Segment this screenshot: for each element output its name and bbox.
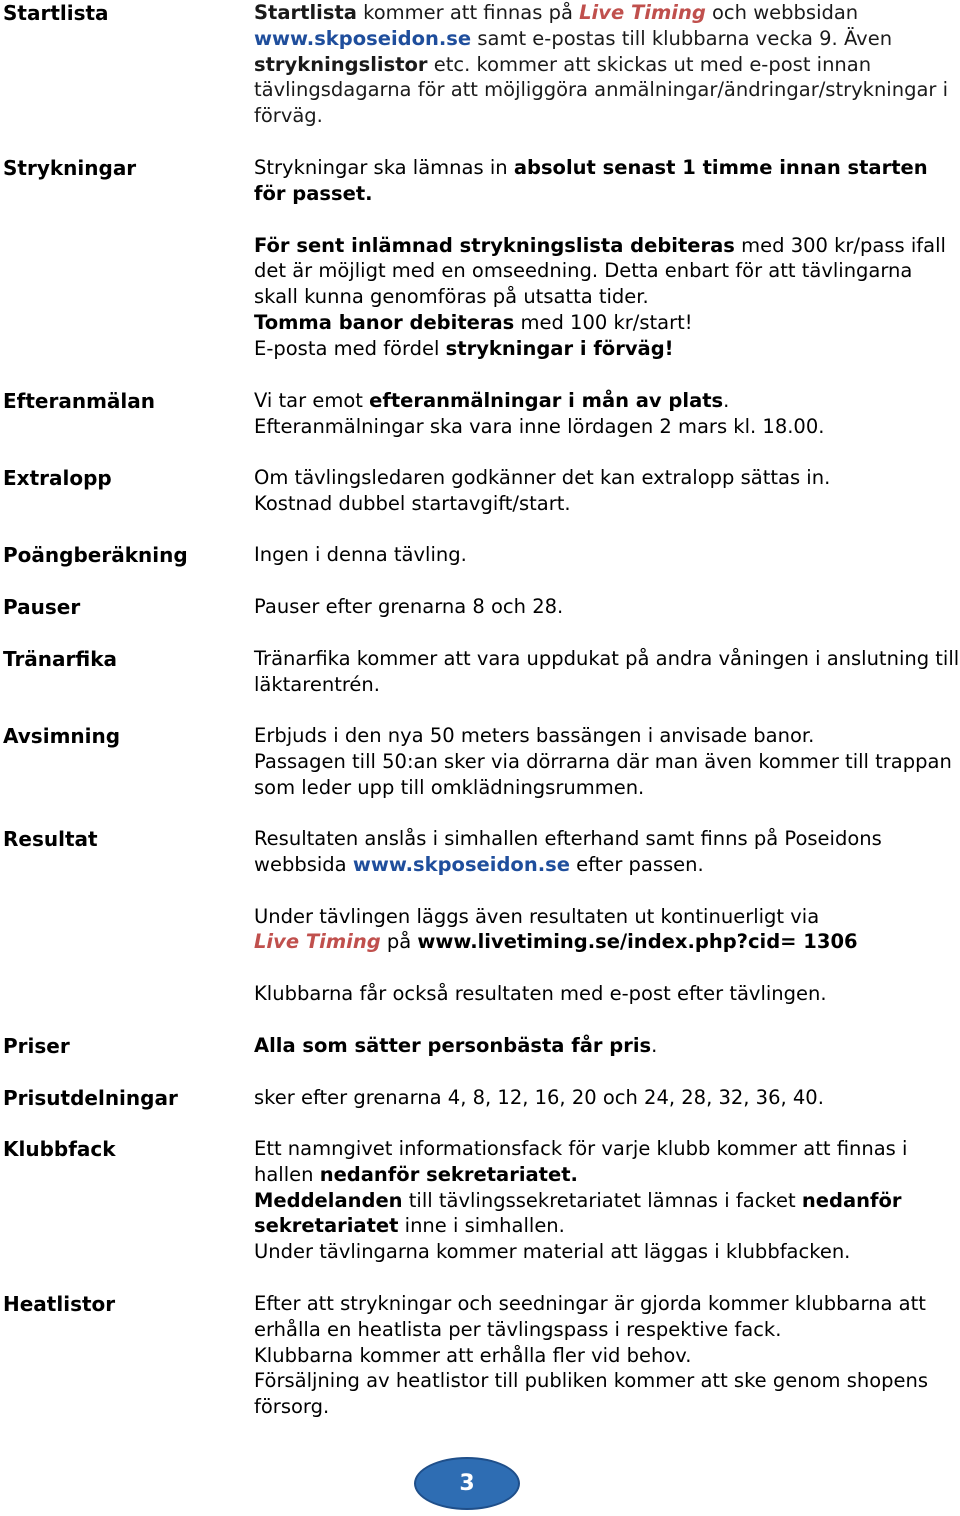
text-bold: absolut senast 1 timme innan starten för passet. (254, 156, 928, 205)
content-avsimning (254, 723, 960, 800)
content-extralopp (254, 465, 960, 517)
content-prisutdelningar (254, 1085, 960, 1111)
label-extralopp: Extralopp (3, 466, 112, 490)
text: Tränarfika kommer att vara uppdukat på andra våningen i anslutning till läktarentrén. (254, 647, 960, 696)
content-heatlistor (254, 1291, 960, 1420)
text: Resultaten anslås i simhallen efterhand samt finns på Poseidons webbsida (254, 827, 882, 876)
label-klubbfack: Klubbfack (3, 1137, 116, 1161)
text: Kostnad dubbel startavgift/start. (254, 491, 571, 515)
content-tranarfika (254, 646, 960, 698)
text: till tävlingssekretariatet lämnas i facket (402, 1188, 802, 1212)
live-timing-text: Live Timing (254, 930, 381, 954)
text: efter passen. (569, 852, 704, 876)
text-bold: Alla som sätter personbästa får pris (254, 1034, 652, 1057)
text: Ett namngivet informationsfack för varje klubb kommer att finnas i hallen (254, 1137, 908, 1186)
text: Om tävlingsledaren godkänner det kan extralopp sättas in. (254, 466, 831, 489)
text-startlista-bold: Startlista (254, 1, 357, 24)
text: Efter att strykningar och seedningar är gjorda kommer klubbarna att erhålla en heatlista per tävlingspass i respektive fack. (254, 1292, 926, 1341)
text: etc. kommer att skickas ut med e-post innan tävlingsdagarna för att möjliggöra anmälningar/ändringar/strykningar i förväg. (254, 52, 949, 128)
text: inne i simhallen. (398, 1214, 565, 1238)
text: Under tävlingarna kommer material att läggas i klubbfacken. (254, 1240, 851, 1264)
text: och webbsidan (705, 1, 859, 24)
text: Vi tar emot (254, 389, 370, 412)
text: . (723, 389, 730, 412)
text: på (380, 930, 418, 954)
text-bold: efteranmälningar i mån av plats (369, 389, 724, 412)
text: sker efter grenarna 4, 8, 12, 16, 20 och 24, 28, 32, 36, 40. (254, 1086, 824, 1109)
text: Passagen till 50:an sker via dörrarna där man även kommer till trappan som leder upp till omklädningsrummen. (254, 749, 952, 799)
label-poangberakning: Poängberäkning (3, 543, 188, 567)
label-prisutdelningar: Prisutdelningar (3, 1086, 178, 1110)
livetiming-link[interactable]: www.livetiming.se/index.php?cid= 1306 (417, 930, 858, 954)
label-pauser: Pauser (3, 595, 81, 619)
content-startlista (254, 0, 960, 129)
text: Ingen i denna tävling. (254, 543, 467, 566)
text-bold: strykningslistor (254, 52, 428, 76)
label-strykningar: Strykningar (3, 156, 137, 180)
content-poangberakning (254, 542, 960, 568)
text: Erbjuds i den nya 50 meters bassängen i anvisade banor. (254, 724, 815, 747)
page-number-badge (414, 1457, 520, 1510)
live-timing-text: Live Timing (579, 1, 706, 24)
text: med 100 kr/start! (514, 310, 693, 334)
text: Pauser efter grenarna 8 och 28. (254, 595, 564, 618)
label-priser: Priser (3, 1034, 70, 1058)
label-efteranmalan: Efteranmälan (3, 389, 156, 413)
content-strykningar (254, 155, 960, 362)
content-efteranmalan (254, 388, 960, 440)
label-heatlistor: Heatlistor (3, 1292, 116, 1316)
website-link[interactable]: www.skposeidon.se (254, 26, 472, 50)
text-bold: För sent inlämnad strykningslista debiteras (254, 233, 735, 257)
label-tranarfika: Tränarfika (3, 647, 118, 671)
content-klubbfack (254, 1136, 960, 1265)
content-priser (254, 1033, 960, 1059)
text: samt e-postas till klubbarna vecka 9. Även (471, 26, 893, 50)
text: Strykningar ska lämnas in (254, 156, 514, 179)
text: Klubbarna kommer att erhålla fler vid behov. (254, 1343, 692, 1367)
text-bold: Tomma banor debiteras (254, 310, 515, 334)
text: Försäljning av heatlistor till publiken kommer att ske genom shopens försorg. (254, 1369, 929, 1419)
text-bold: strykningar i förväg! (445, 336, 674, 360)
text-bold: nedanför sekretariatet. (319, 1162, 578, 1186)
text-bold: nedanför sekretariatet (254, 1188, 902, 1238)
label-startlista: Startlista (3, 1, 109, 25)
content-pauser (254, 594, 960, 620)
text: kommer att finnas på (356, 1, 580, 24)
text: Under tävlingen läggs även resultaten ut kontinuerligt via (254, 904, 820, 928)
text: E-posta med fördel (254, 336, 446, 360)
label-resultat: Resultat (3, 827, 98, 851)
label-avsimning: Avsimning (3, 724, 121, 748)
text: . (651, 1034, 658, 1057)
content-resultat (254, 826, 960, 1007)
text: Efteranmälningar ska vara inne lördagen 2 mars kl. 18.00. (254, 414, 825, 438)
page-number: 3 (459, 1471, 475, 1496)
text-bold: Meddelanden (254, 1188, 403, 1212)
text: med 300 kr/pass ifall det är möjligt med en omseedning. Detta enbart för att tävlingarna skall kunna genomföras på utsatta tider. (254, 233, 946, 309)
website-link[interactable]: www.skposeidon.se (352, 852, 570, 876)
text: Klubbarna får också resultaten med e-post efter tävlingen. (254, 982, 827, 1006)
